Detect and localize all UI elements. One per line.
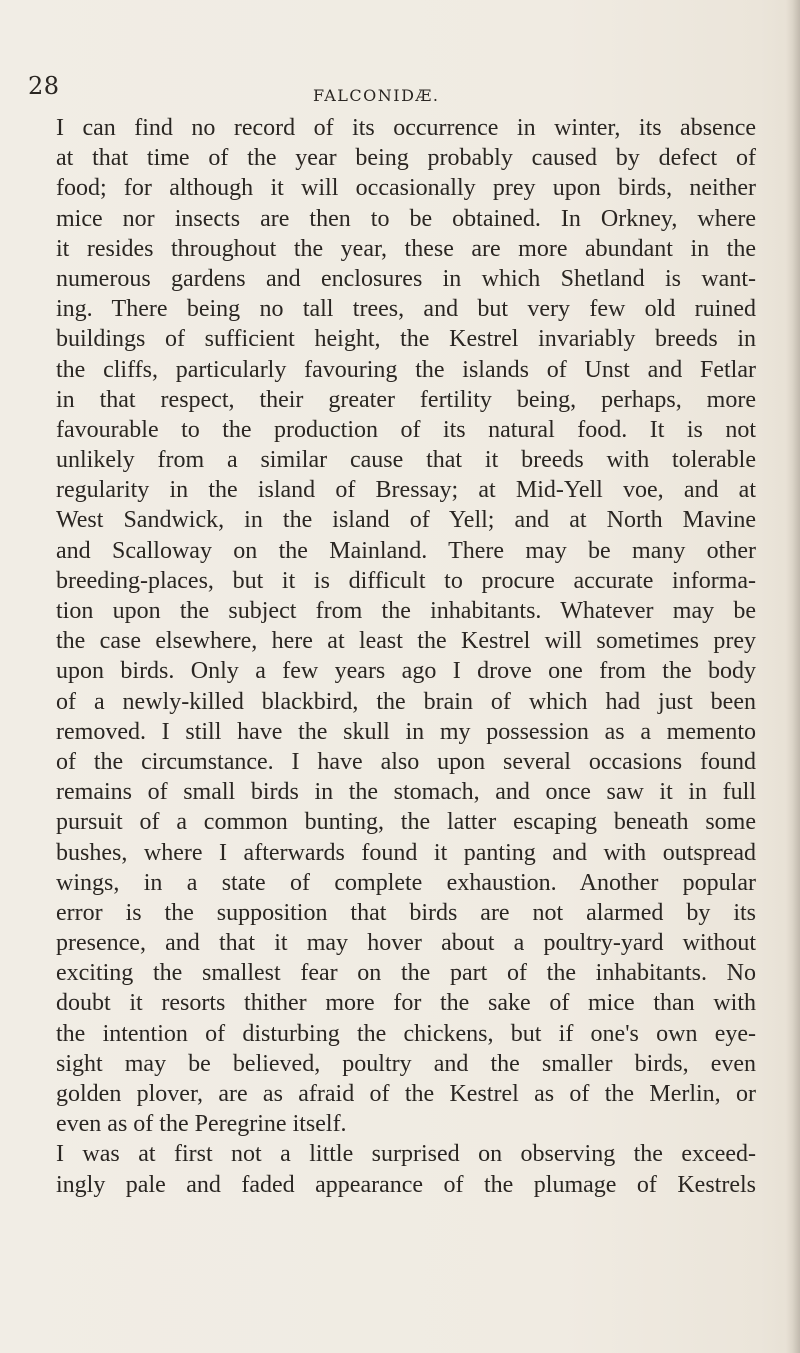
text-line: food; for although it will occasionally prey upon birds, neither: [56, 175, 756, 202]
text-line: the intention of disturbing the chickens, but if one's own eye-: [56, 1020, 756, 1047]
text-line: sight may be believed, poultry and the smaller birds, even: [56, 1050, 756, 1077]
text-line: removed. I still have the skull in my possession as a memento: [56, 718, 756, 745]
text-line: West Sandwick, in the island of Yell; and at North Mavine: [56, 507, 756, 534]
text-line: error is the supposition that birds are not alarmed by its: [56, 899, 756, 926]
text-line: remains of small birds in the stomach, and once saw it in full: [56, 779, 756, 806]
text-line: I can find no record of its occurrence in winter, its absence: [56, 115, 756, 141]
text-line: of the circumstance. I have also upon several occasions found: [56, 748, 756, 775]
text-line: golden plover, are as afraid of the Kestrel as of the Merlin, or: [56, 1081, 756, 1107]
text-line: bushes, where I afterwards found it panting and with outspread: [56, 839, 756, 866]
text-line: wings, in a state of complete exhaustion. Another popular: [56, 869, 756, 896]
text-line: ingly pale and faded appearance of the plumage of Kestrels: [56, 1171, 756, 1198]
text-line: pursuit of a common bunting, the latter escaping beneath some: [56, 809, 756, 836]
text-line: favourable to the production of its natural food. It is not: [56, 416, 756, 443]
text-line: in that respect, their greater fertility being, perhaps, more: [56, 386, 756, 413]
page-number: 28: [28, 72, 60, 100]
text-line: exciting the smallest fear on the part of the inhabitants. No: [56, 960, 756, 987]
text-line: I was at first not a little surprised on observing the exceed-: [56, 1141, 756, 1168]
text-line: doubt it resorts thither more for the sake of mice than with: [56, 990, 756, 1017]
text-line: ing. There being no tall trees, and but very few old ruined: [56, 296, 756, 323]
text-line: tion upon the subject from the inhabitants. Whatever may be: [56, 598, 756, 624]
running-head: FALCONIDÆ.: [313, 86, 440, 105]
text-line: mice nor insects are then to be obtained. In Orkney, where: [56, 205, 756, 232]
text-line: the cliffs, particularly favouring the islands of Unst and Fetlar: [56, 356, 756, 383]
text-line: it resides throughout the year, these are more abundant in the: [56, 235, 756, 262]
text-line: and Scalloway on the Mainland. There may be many other: [56, 537, 756, 564]
text-line: upon birds. Only a few years ago I drove one from the body: [56, 658, 756, 685]
text-line: buildings of sufficient height, the Kestrel invariably breeds in: [56, 326, 756, 353]
text-line: unlikely from a similar cause that it breeds with tolerable: [56, 447, 756, 474]
text-line: numerous gardens and enclosures in which Shetland is want-: [56, 265, 756, 292]
page-edge-shadow: [786, 0, 800, 1353]
text-line: breeding-places, but it is difficult to procure accurate informa-: [56, 567, 756, 594]
text-line: presence, and that it may hover about a poultry-yard without: [56, 930, 756, 957]
text-line: of a newly-killed blackbird, the brain of which had just been: [56, 688, 756, 715]
body-text: [56, 113, 756, 1200]
text-line: at that time of the year being probably caused by defect of: [56, 145, 756, 172]
text-line: even as of the Peregrine itself.: [56, 1111, 347, 1138]
text-line: the case elsewhere, here at least the Kestrel will sometimes prey: [56, 628, 756, 655]
text-line: regularity in the island of Bressay; at Mid-Yell voe, and at: [56, 477, 756, 504]
